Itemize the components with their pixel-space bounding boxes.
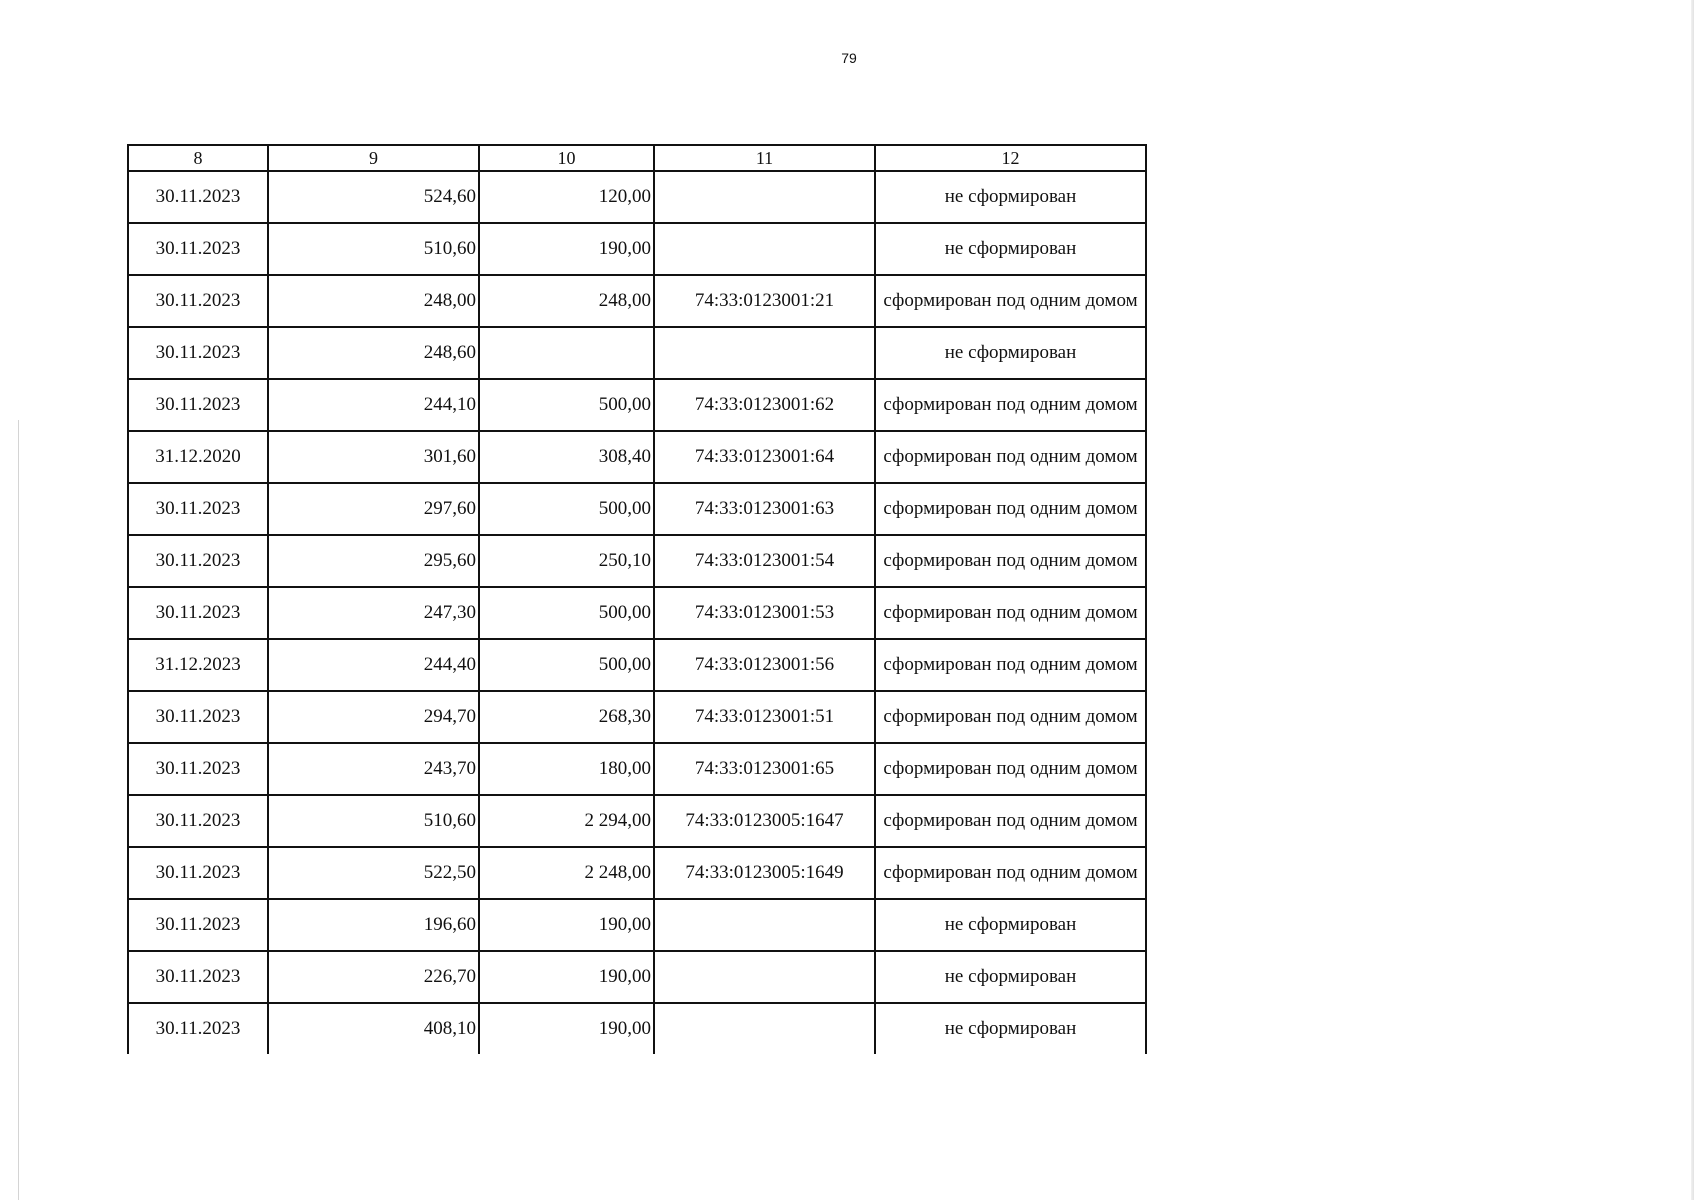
cell-cadastral-number: 74:33:0123001:54: [654, 535, 875, 587]
cell-date: 31.12.2020: [128, 431, 268, 483]
scan-edge-left: [18, 420, 19, 1200]
cell-col-9: 244,10: [268, 379, 479, 431]
scan-edge-right: [1691, 0, 1694, 1200]
cell-status: не сформирован: [875, 899, 1146, 951]
cell-col-9: 244,40: [268, 639, 479, 691]
cell-col-10: 2 248,00: [479, 847, 654, 899]
cell-cadastral-number: [654, 1003, 875, 1054]
cell-date: 30.11.2023: [128, 691, 268, 743]
cell-col-10: 180,00: [479, 743, 654, 795]
cell-cadastral-number: 74:33:0123001:63: [654, 483, 875, 535]
cell-status: не сформирован: [875, 951, 1146, 1003]
cell-status: сформирован под одним домом: [875, 639, 1146, 691]
cell-date: 30.11.2023: [128, 795, 268, 847]
cell-cadastral-number: 74:33:0123005:1647: [654, 795, 875, 847]
header-col-12: 12: [875, 145, 1146, 171]
cell-col-9: 226,70: [268, 951, 479, 1003]
cell-col-9: 243,70: [268, 743, 479, 795]
cell-status: не сформирован: [875, 223, 1146, 275]
cell-col-9: 522,50: [268, 847, 479, 899]
cell-status: сформирован под одним домом: [875, 275, 1146, 327]
table-row: [128, 899, 1146, 951]
table-container: [127, 144, 1145, 1054]
cell-status: сформирован под одним домом: [875, 379, 1146, 431]
cell-col-10: 250,10: [479, 535, 654, 587]
cell-col-9: 196,60: [268, 899, 479, 951]
cell-col-10: 500,00: [479, 483, 654, 535]
cell-col-9: 294,70: [268, 691, 479, 743]
cell-status: не сформирован: [875, 327, 1146, 379]
cell-status: сформирован под одним домом: [875, 535, 1146, 587]
cell-col-10: 248,00: [479, 275, 654, 327]
cell-cadastral-number: 74:33:0123001:64: [654, 431, 875, 483]
cell-col-10: 500,00: [479, 379, 654, 431]
cell-col-9: 510,60: [268, 223, 479, 275]
table-row: [128, 171, 1146, 223]
cell-col-9: 301,60: [268, 431, 479, 483]
cell-col-10: 120,00: [479, 171, 654, 223]
cell-date: 30.11.2023: [128, 535, 268, 587]
cell-cadastral-number: [654, 951, 875, 1003]
table-row: [128, 951, 1146, 1003]
cell-date: 30.11.2023: [128, 743, 268, 795]
header-col-11: 11: [654, 145, 875, 171]
cell-cadastral-number: 74:33:0123001:65: [654, 743, 875, 795]
cell-cadastral-number: 74:33:0123001:51: [654, 691, 875, 743]
cell-status: сформирован под одним домом: [875, 431, 1146, 483]
table-row: [128, 639, 1146, 691]
data-table: [127, 144, 1147, 1054]
cell-col-9: 248,60: [268, 327, 479, 379]
cell-cadastral-number: 74:33:0123001:53: [654, 587, 875, 639]
cell-date: 30.11.2023: [128, 379, 268, 431]
table-row: [128, 587, 1146, 639]
cell-status: не сформирован: [875, 1003, 1146, 1054]
cell-date: 30.11.2023: [128, 951, 268, 1003]
cell-col-10: 500,00: [479, 639, 654, 691]
table-row: [128, 535, 1146, 587]
cell-col-10: 190,00: [479, 223, 654, 275]
header-col-9: 9: [268, 145, 479, 171]
table-row: [128, 795, 1146, 847]
table-row: [128, 223, 1146, 275]
cell-cadastral-number: 74:33:0123001:21: [654, 275, 875, 327]
table-row: [128, 275, 1146, 327]
header-col-10: 10: [479, 145, 654, 171]
cell-cadastral-number: 74:33:0123001:56: [654, 639, 875, 691]
cell-cadastral-number: [654, 899, 875, 951]
cell-status: сформирован под одним домом: [875, 743, 1146, 795]
cell-col-9: 510,60: [268, 795, 479, 847]
table-row: [128, 847, 1146, 899]
cell-col-9: 247,30: [268, 587, 479, 639]
cell-col-9: 524,60: [268, 171, 479, 223]
cell-col-10: [479, 327, 654, 379]
cell-cadastral-number: 74:33:0123001:62: [654, 379, 875, 431]
cell-status: сформирован под одним домом: [875, 691, 1146, 743]
cell-col-10: 500,00: [479, 587, 654, 639]
cell-status: сформирован под одним домом: [875, 847, 1146, 899]
table-row: [128, 691, 1146, 743]
cell-date: 30.11.2023: [128, 223, 268, 275]
table-row: [128, 483, 1146, 535]
cell-status: сформирован под одним домом: [875, 483, 1146, 535]
cell-col-9: 295,60: [268, 535, 479, 587]
cell-date: 30.11.2023: [128, 275, 268, 327]
cell-date: 30.11.2023: [128, 483, 268, 535]
cell-status: сформирован под одним домом: [875, 795, 1146, 847]
table-row: [128, 743, 1146, 795]
table-row: [128, 327, 1146, 379]
table-body: [128, 171, 1146, 1054]
cell-col-10: 190,00: [479, 1003, 654, 1054]
cell-col-9: 248,00: [268, 275, 479, 327]
cell-col-10: 190,00: [479, 951, 654, 1003]
cell-date: 30.11.2023: [128, 847, 268, 899]
cell-cadastral-number: [654, 171, 875, 223]
cell-cadastral-number: 74:33:0123005:1649: [654, 847, 875, 899]
cell-col-9: 297,60: [268, 483, 479, 535]
cell-col-10: 2 294,00: [479, 795, 654, 847]
cell-date: 30.11.2023: [128, 587, 268, 639]
cell-cadastral-number: [654, 327, 875, 379]
cell-cadastral-number: [654, 223, 875, 275]
cell-date: 30.11.2023: [128, 899, 268, 951]
cell-col-10: 268,30: [479, 691, 654, 743]
cell-col-10: 190,00: [479, 899, 654, 951]
table-row: [128, 1003, 1146, 1054]
cell-col-10: 308,40: [479, 431, 654, 483]
cell-date: 31.12.2023: [128, 639, 268, 691]
page-number: 79: [841, 50, 857, 66]
cell-status: не сформирован: [875, 171, 1146, 223]
cell-col-9: 408,10: [268, 1003, 479, 1054]
table-row: [128, 431, 1146, 483]
cell-date: 30.11.2023: [128, 1003, 268, 1054]
table-row: [128, 379, 1146, 431]
cell-date: 30.11.2023: [128, 171, 268, 223]
header-row: [128, 145, 1146, 171]
cell-date: 30.11.2023: [128, 327, 268, 379]
cell-status: сформирован под одним домом: [875, 587, 1146, 639]
header-col-8: 8: [128, 145, 268, 171]
